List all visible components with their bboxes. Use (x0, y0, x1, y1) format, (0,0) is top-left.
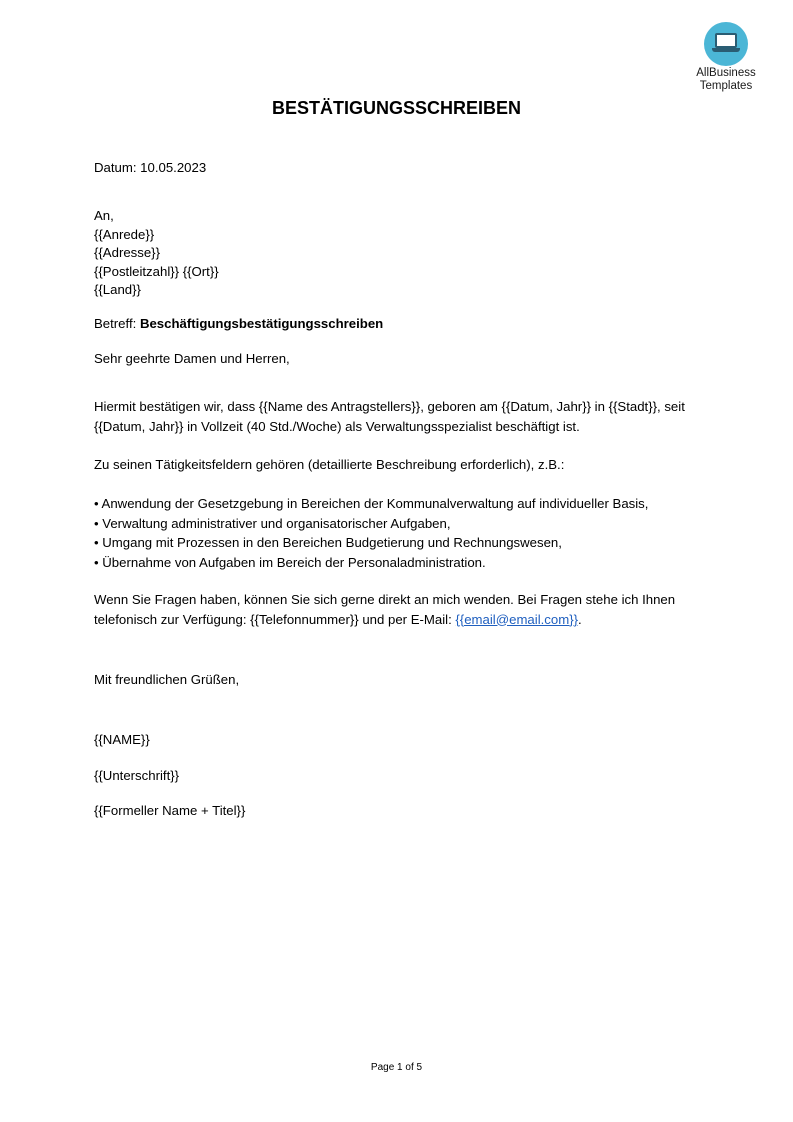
contact-end: . (578, 611, 582, 627)
allbusiness-logo (690, 22, 762, 92)
list-item: • Übernahme von Aufgaben im Bereich der Personaladministration. (94, 554, 486, 570)
document-title: BESTÄTIGUNGSSCHREIBEN (271, 98, 522, 118)
email-link[interactable]: {{email@email.com}} (455, 611, 579, 627)
signature-sign: {{Unterschrift}} (94, 768, 180, 783)
paragraph-employment: Hiermit bestätigen wir, dass {{Name des Antragstellers}}, geboren am {{Datum, Jahr}} in {{Stadt}}, seit {{Datum, Jahr}} in Vollzeit (40 Std./Woche) als Verwaltungsspezialist beschäftigt ist. (94, 399, 685, 434)
subject-line (94, 315, 383, 334)
subject-label: Betreff: (94, 316, 137, 331)
paragraph-duties-intro: Zu seinen Tätigkeitsfeldern gehören (detaillierte Beschreibung erforderlich), z.B.: (94, 457, 565, 472)
page-number: Page 1 of 5 (370, 1062, 423, 1073)
list-item: • Umgang mit Prozessen in den Bereichen Budgetierung und Rechnungswesen, (94, 535, 562, 550)
signature-formal: {{Formeller Name + Titel}} (94, 803, 246, 818)
subject-text: Beschäftigungsbestätigungsschreiben (139, 316, 384, 331)
list-item: • Verwaltung administrativer und organisatorischer Aufgaben, (94, 515, 451, 531)
recipient-address: {{Adresse}} (94, 245, 160, 260)
contact-text: Wenn Sie Fragen haben, können Sie sich gerne direkt an mich wenden. Bei Fragen stehe ich Ihnen telefonisch zur Verfügung: {{Telefonnummer}} und per E-Mail: (94, 592, 676, 627)
list-item: • Anwendung der Gesetzgebung in Bereichen der Kommunalverwaltung auf individueller Basis, (94, 496, 649, 511)
logo-text-line1: AllBusiness (696, 67, 756, 79)
recipient-block (94, 207, 219, 300)
recipient-country: {{Land}} (94, 282, 141, 297)
duties-list (94, 494, 648, 572)
date-line: Datum: 10.05.2023 (94, 160, 207, 175)
greeting: Sehr geehrte Damen und Herren, (94, 351, 290, 366)
closing: Mit freundlichen Grüßen, (94, 672, 240, 687)
recipient-to: An, (94, 208, 114, 223)
laptop-icon (704, 22, 748, 66)
recipient-salutation: {{Anrede}} (94, 226, 155, 242)
recipient-city: {{Postleitzahl}} {{Ort}} (94, 263, 219, 279)
paragraph-contact (94, 590, 714, 629)
signature-name: {{NAME}} (94, 732, 150, 747)
logo-text-line2: Templates (699, 80, 753, 92)
